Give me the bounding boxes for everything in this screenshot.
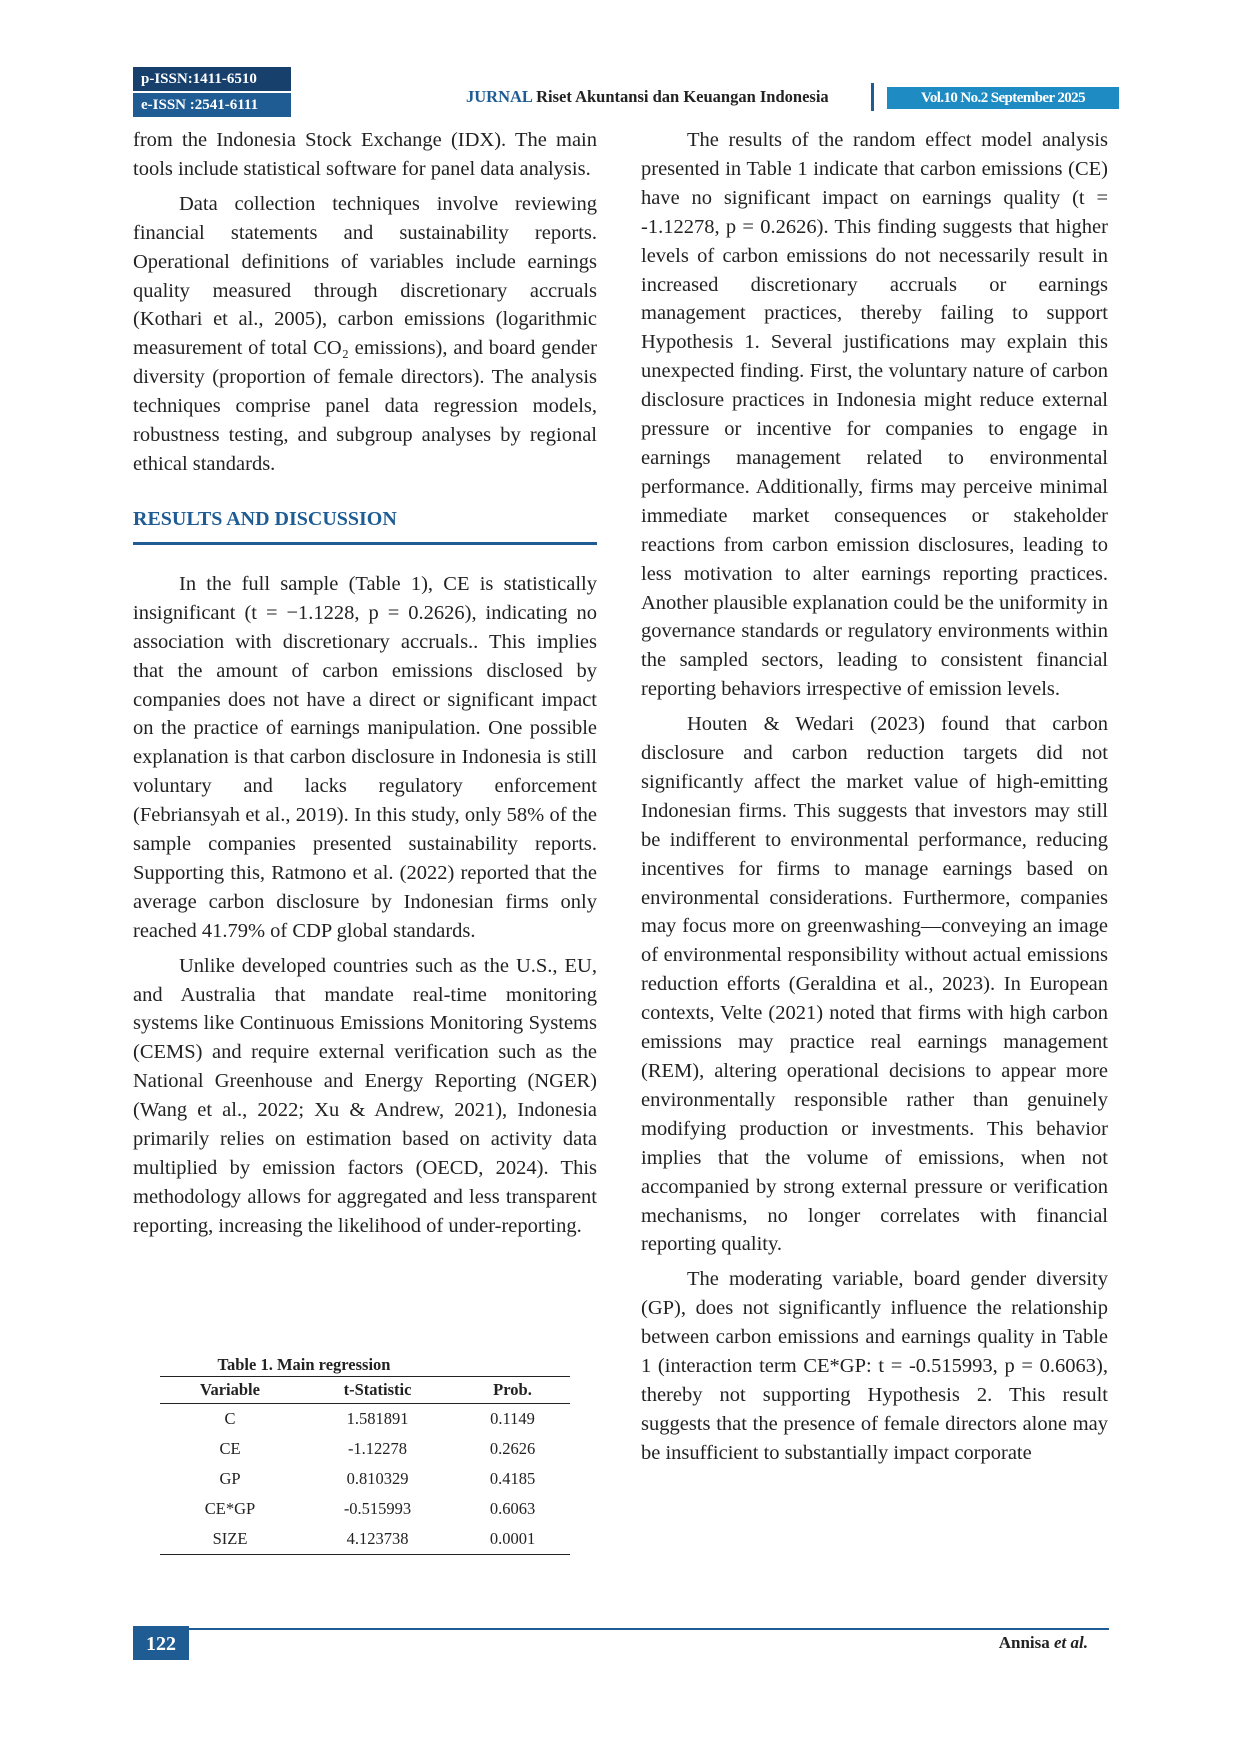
running-author (999, 1630, 1088, 1656)
p-issn-label: p-ISSN:1411-6510 (133, 67, 291, 91)
left-column (133, 126, 597, 1241)
journal-title (466, 85, 829, 109)
column-header-t-statistic: t-Statistic (300, 1377, 455, 1404)
author-suffix: et al. (1054, 1633, 1088, 1652)
paragraph: Unlike developed countries such as the U.S., EU, and Australia that mandate real-time monitoring systems like Continuous Emissions Monitoring Systems (CEMS) and require external verification such as the National Greenhouse and Energy Reporting (NGER) (Wang et al., 2022; Xu & Andrew, 2021), Indonesia primarily relies on estimation based on activity data multiplied by emission factors (OECD, 2024). This methodology allows for aggregated and less transparent reporting, increasing the likelihood of under-reporting. (133, 954, 597, 1237)
column-header-variable: Variable (160, 1377, 300, 1404)
paragraph: Data collection techniques involve reviewing financial statements and sustainability reports. Operational definitions of variables include earnings quality measured through discretionary accruals (Kothari et al., 2005), carbon emissions (logarithmic measurement of total CO₂ emissions), and board gender diversity (proportion of female directors). The analysis techniques comprise panel data regression models, robustness testing, and subgroup analyses by regional ethical standards. (133, 192, 597, 475)
header-separator (871, 83, 874, 111)
volume-badge: Vol.10 No.2 September 2025 (887, 87, 1119, 109)
paragraph: The moderating variable, board gender diversity (GP), does not significantly influence the relationship between carbon emissions and earnings quality in Table 1 (interaction term CE*GP: t = -0.515993, p = 0.6063), thereby not supporting Hypothesis 2. This result suggests that the presence of female directors alone may be insufficient to substantially impact corporate (641, 1268, 1108, 1464)
paragraph: In the full sample (Table 1), CE is statistically insignificant (t = −1.1228, p = 0.2626), indicating no association with discretionary accruals.. This implies that the amount of carbon emissions disclosed by companies does not have a direct or significant impact on the practice of earnings manipulation. One possible explanation is that carbon disclosure in Indonesia is still voluntary and lacks regulatory enforcement (Febriansyah et al., 2019). In this study, only 58% of the sample companies presented sustainability reports. Supporting this, Ratmono et al. (2022) reported that the average carbon disclosure by Indonesian firms only reached 41.79% of CDP global standards. (133, 572, 597, 942)
table-cell: 0.2626 (489, 1439, 536, 1458)
table-cell: GP (219, 1469, 241, 1488)
table-row (160, 1434, 570, 1464)
table-cell: CE (219, 1439, 241, 1458)
table-cell: 4.123738 (300, 1524, 455, 1555)
table-row (160, 1464, 570, 1494)
page-number: 122 (133, 1626, 189, 1660)
table-cell: SIZE (160, 1524, 300, 1555)
paragraph: The results of the random effect model analysis presented in Table 1 indicate that carbon emissions (CE) have no significant impact on earnings quality (t = -1.12278, p = 0.2626). This finding suggests that higher levels of carbon emissions do not necessarily result in increased discretionary accruals or earnings management practices, thereby failing to support Hypothesis 1. Several justifications may explain this unexpected finding. First, the voluntary nature of carbon disclosure practices in Indonesia might reduce external pressure or incentive for companies to engage in earnings management related to environmental performance. Additionally, firms may perceive minimal immediate market consequences or stakeholder reactions from carbon emission disclosures, leading to less motivation to alter earnings reporting practices. Another plausible explanation could be the uniformity in governance standards or regulatory environments within the sampled sectors, leading to consistent financial reporting behaviors irrespective of emission levels. (641, 129, 1108, 701)
journal-subtitle: Riset Akuntansi dan Keuangan Indonesia (536, 87, 829, 106)
table-row (160, 1524, 570, 1555)
table-cell: 0.6063 (489, 1499, 536, 1518)
table-cell: -1.12278 (347, 1439, 408, 1458)
table-cell: C (224, 1409, 236, 1428)
table-cell: 0.4185 (489, 1469, 536, 1488)
table-row (160, 1404, 570, 1435)
journal-name: JURNAL (466, 87, 533, 106)
section-divider (133, 542, 597, 545)
table-cell: 0.0001 (455, 1524, 570, 1555)
footer-divider (133, 1628, 1109, 1630)
right-column (641, 126, 1108, 1468)
table-cell: CE*GP (204, 1499, 256, 1518)
e-issn-label: e-ISSN :2541-6111 (133, 93, 291, 117)
table-cell: 0.810329 (346, 1469, 409, 1488)
section-heading: RESULTS AND DISCUSSION (133, 507, 397, 530)
table-caption: Table 1. Main regression (217, 1355, 391, 1374)
table-cell: 1.581891 (346, 1409, 409, 1428)
table-row (160, 1494, 570, 1524)
table-cell: 0.1149 (490, 1409, 535, 1428)
paragraph: Houten & Wedari (2023) found that carbon disclosure and carbon reduction targets did not significantly affect the market value of high-emitting Indonesian firms. This suggests that investors may still be indifferent to environmental performance, reducing incentives for firms to manage earnings based on environmental considerations. Furthermore, companies may focus more on greenwashing—conveying an image of environmental responsibility without actual emissions reduction efforts (Geraldina et al., 2023). In European contexts, Velte (2021) noted that firms with high carbon emissions may practice real earnings management (REM), altering operational decisions to appear more environmentally responsible rather than genuinely modifying production or investments. This behavior implies that the volume of emissions, when not accompanied by strong external pressure or verification mechanisms, no longer correlates with financial reporting quality. (641, 713, 1108, 1256)
regression-table (160, 1354, 570, 1555)
paragraph: from the Indonesia Stock Exchange (IDX). The main tools include statistical software for panel data analysis. (133, 129, 597, 180)
table-cell: -0.515993 (343, 1499, 412, 1518)
column-header-prob: Prob. (455, 1377, 570, 1404)
table-header-row (160, 1377, 570, 1404)
author-name: Annisa (998, 1633, 1050, 1652)
